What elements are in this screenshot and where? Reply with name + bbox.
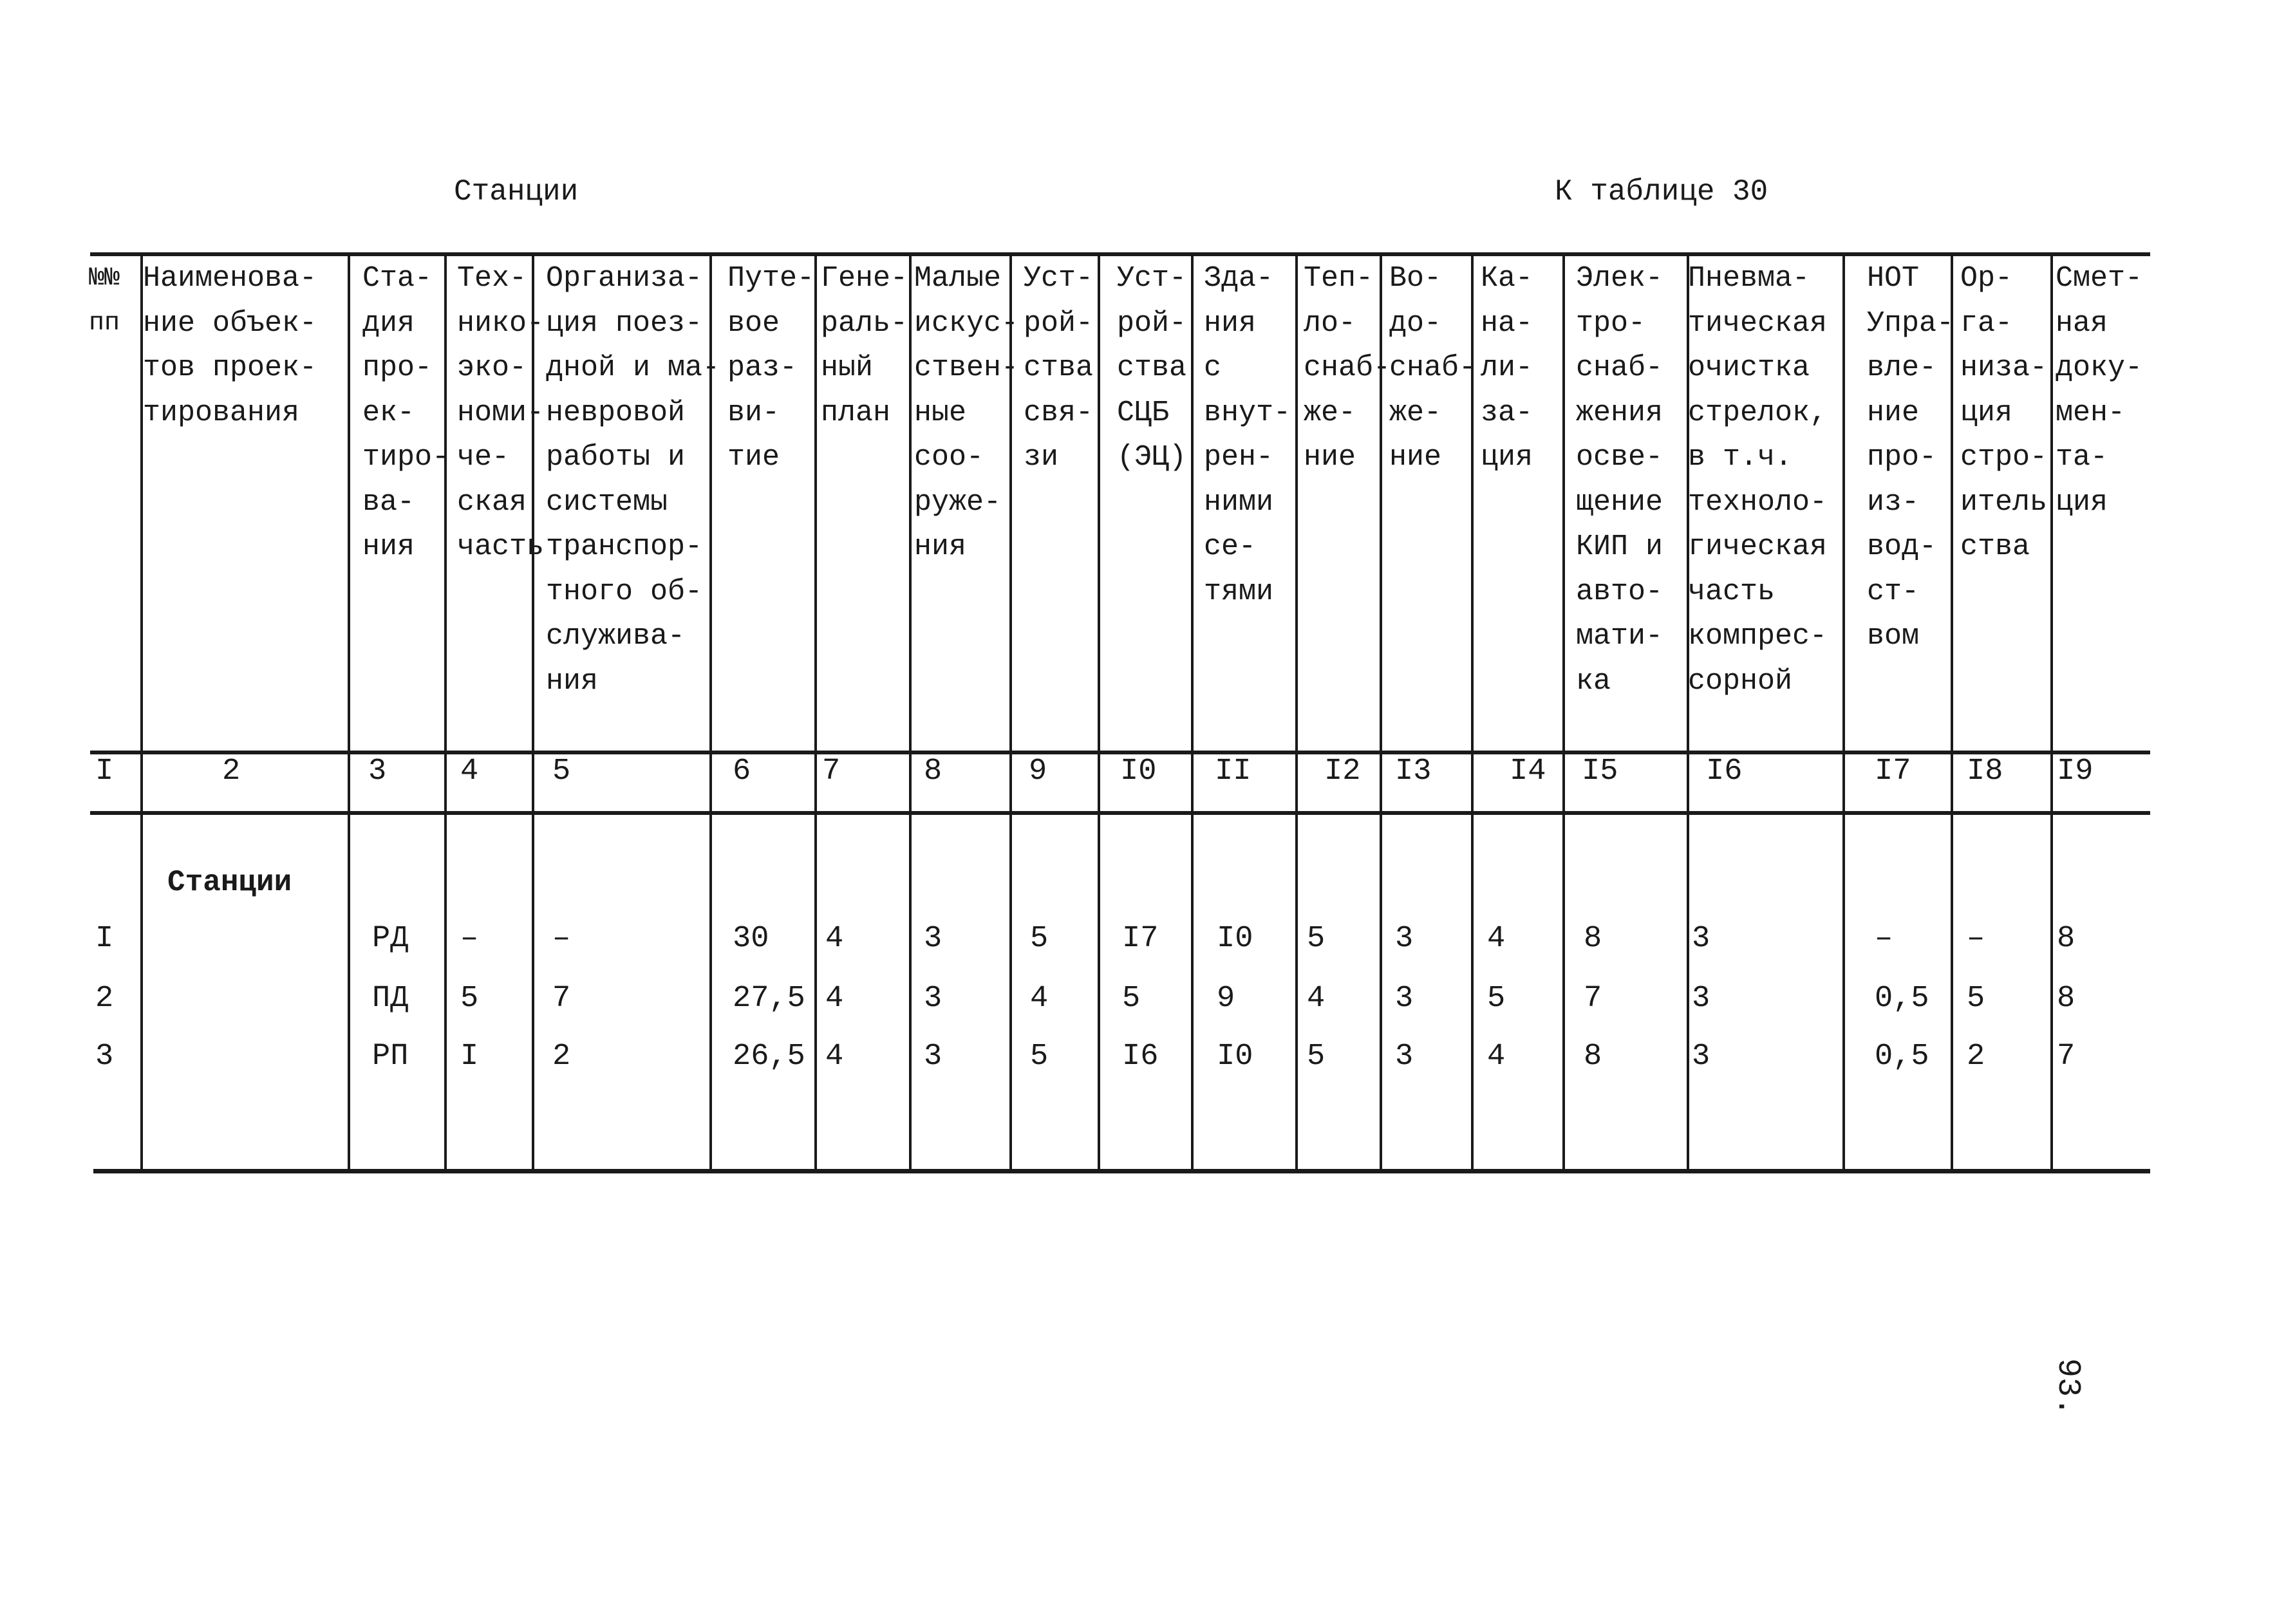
table-cell: 5: [1030, 922, 1049, 956]
column-header: [457, 256, 544, 570]
column-header-line: за-: [1481, 396, 1533, 429]
column-header-line: та-: [2056, 441, 2108, 474]
column-header-line: тическая: [1688, 306, 1828, 340]
column-number: 7: [822, 754, 841, 789]
column-number: I6: [1706, 754, 1743, 789]
column-header-line: итель: [1960, 485, 2048, 519]
column-header-line: га-: [1960, 306, 2013, 340]
column-number: 6: [733, 754, 751, 789]
column-header-line: рен-: [1204, 441, 1274, 474]
table-cell: 2: [95, 982, 114, 1016]
column-header-line: техноло-: [1688, 485, 1828, 519]
column-number: 3: [368, 754, 387, 789]
column-header-line: ва-: [362, 485, 415, 519]
column-header-line: тро-: [1576, 306, 1646, 340]
column-header-line: соо-: [914, 441, 984, 474]
table-cell: 4: [1030, 982, 1049, 1016]
column-header: [89, 256, 120, 346]
column-header-line: с: [1204, 351, 1222, 384]
table-cell: –: [1967, 922, 1985, 956]
table-cell: 4: [1487, 1040, 1506, 1074]
column-header: [2056, 256, 2142, 525]
table-cell: 7: [1584, 982, 1602, 1016]
column-header-line: же-: [1304, 396, 1356, 429]
column-header-line: ния: [1204, 306, 1257, 340]
column-header-line: доку-: [2056, 351, 2143, 384]
column-header-line: ние: [1389, 441, 1442, 474]
column-header-line: гическая: [1688, 530, 1828, 563]
column-header-line: авто-: [1576, 575, 1663, 608]
column-number: 9: [1029, 754, 1047, 789]
column-header-line: дной и ма-: [546, 351, 720, 384]
column-number: I0: [1120, 754, 1157, 789]
column-header-line: Теп-: [1304, 262, 1374, 295]
column-header-line: ствен-: [914, 351, 1019, 384]
column-header-line: часть: [457, 530, 545, 563]
column-divider: [1098, 256, 1100, 1169]
table-cell: 3: [1692, 1040, 1710, 1074]
column-header: [1960, 256, 2047, 570]
table-cell: 8: [1584, 1040, 1602, 1074]
column-header-line: снаб-: [1304, 351, 1391, 384]
table-cell: 3: [1692, 982, 1710, 1016]
table-cell: 5: [1487, 982, 1506, 1016]
column-header-line: план: [821, 396, 891, 429]
column-header-line: вое: [727, 306, 780, 340]
column-header-line: вод-: [1867, 530, 1937, 563]
column-header-line: нико-: [457, 306, 545, 340]
column-header-line: ция: [1481, 441, 1533, 474]
column-divider: [909, 256, 912, 1169]
column-header-line: Ста-: [362, 262, 433, 295]
column-header-line: ния: [362, 530, 415, 563]
column-header-line: НОТ: [1867, 262, 1920, 295]
column-header-line: ная: [2056, 306, 2108, 340]
table-cell: 3: [924, 922, 942, 956]
column-header-line: Организа-: [546, 262, 703, 295]
table-cell: 3: [1395, 1040, 1414, 1074]
table-reference: К таблице 30: [1555, 175, 1768, 209]
column-header: [1576, 256, 1663, 704]
column-header: [914, 256, 1018, 570]
column-header-line: системы: [546, 485, 668, 519]
column-header-line: ства: [1960, 530, 2030, 563]
column-header: [1688, 256, 1827, 704]
column-header-line: раз-: [727, 351, 798, 384]
table-cell: –: [552, 922, 571, 956]
column-header: [821, 256, 908, 435]
column-header-line: жения: [1576, 396, 1663, 429]
column-number: I7: [1875, 754, 1911, 789]
column-header: [1304, 256, 1391, 480]
table-cell: 3: [924, 1040, 942, 1074]
column-number: I2: [1324, 754, 1361, 789]
table-cell: 3: [1395, 982, 1414, 1016]
column-header-line: часть: [1688, 575, 1776, 608]
column-header-line: мен-: [2056, 396, 2126, 429]
column-header: [1117, 256, 1186, 480]
column-header-line: дия: [362, 306, 415, 340]
column-header-line: ская: [457, 485, 527, 519]
column-header-line: Пневма-: [1688, 262, 1810, 295]
table-cell: 8: [1584, 922, 1602, 956]
column-divider: [1562, 256, 1565, 1169]
column-header: [1024, 256, 1093, 480]
column-header-line: Во-: [1389, 262, 1442, 295]
column-header: [1389, 256, 1476, 480]
column-header: [1204, 256, 1291, 614]
column-divider: [348, 256, 350, 1169]
column-header-line: пп: [89, 308, 120, 338]
column-header-line: снаб-: [1389, 351, 1477, 384]
column-header: [143, 256, 317, 435]
table-cell: I: [95, 922, 114, 956]
table-cell: 5: [1307, 1040, 1326, 1074]
column-header-line: номи-: [457, 396, 545, 429]
table-cell: 27,5: [733, 982, 805, 1016]
column-header-line: невровой: [546, 396, 686, 429]
column-header-line: рой-: [1117, 306, 1187, 340]
column-header-line: вом: [1867, 620, 1920, 653]
table-cell: 2: [1967, 1040, 1985, 1074]
column-header-line: Наименова-: [143, 262, 317, 295]
column-header: [1481, 256, 1533, 480]
column-header-line: Смет-: [2056, 262, 2143, 295]
table-cell: I: [460, 1040, 479, 1074]
column-header-line: работы и: [546, 441, 686, 474]
column-header-line: Зда-: [1204, 262, 1274, 295]
column-header-line: же-: [1389, 396, 1442, 429]
column-header-line: рой-: [1024, 306, 1094, 340]
column-header: [546, 256, 720, 704]
column-header-line: осве-: [1576, 441, 1663, 474]
column-header-line: щение: [1576, 485, 1663, 519]
page-title: Станции: [454, 175, 579, 209]
column-number: I9: [2057, 754, 2094, 789]
column-header-line: служива-: [546, 620, 686, 653]
column-header-line: (ЭЦ): [1117, 441, 1187, 474]
column-number: 2: [222, 754, 241, 789]
table-cell: –: [1875, 922, 1893, 956]
column-header-line: ства: [1117, 351, 1187, 384]
table-cell: 5: [1122, 982, 1141, 1016]
table-cell: РД: [372, 922, 409, 956]
column-header-line: тями: [1204, 575, 1274, 608]
column-header-line: Уст-: [1024, 262, 1094, 295]
column-header-line: сорной: [1688, 664, 1793, 698]
table-cell: 3: [1395, 922, 1414, 956]
column-header-line: раль-: [821, 306, 908, 340]
column-header-line: руже-: [914, 485, 1002, 519]
column-header-line: зи: [1024, 441, 1059, 474]
column-header-line: Ка-: [1481, 262, 1533, 295]
column-header-line: компрес-: [1688, 620, 1828, 653]
table-cell: 4: [1487, 922, 1506, 956]
table-cell: 4: [825, 922, 844, 956]
table-cell: 3: [95, 1040, 114, 1074]
column-header: [727, 256, 814, 480]
column-header: [1867, 256, 1954, 659]
column-header-line: искус-: [914, 306, 1019, 340]
table-cell: 30: [733, 922, 769, 956]
table-cell: 4: [825, 1040, 844, 1074]
column-header-line: Малые: [914, 262, 1002, 295]
column-number: 8: [924, 754, 942, 789]
column-divider: [1295, 256, 1298, 1169]
column-header-line: тиро-: [362, 441, 450, 474]
table-cell: 0,5: [1875, 1040, 1929, 1074]
column-header-line: №№: [89, 264, 120, 293]
column-header-line: до-: [1389, 306, 1442, 340]
column-header-line: се-: [1204, 530, 1257, 563]
column-header-line: свя-: [1024, 396, 1094, 429]
column-header-line: транспор-: [546, 530, 703, 563]
column-header-line: Элек-: [1576, 262, 1663, 295]
column-number: 5: [552, 754, 571, 789]
column-header-line: эко-: [457, 351, 527, 384]
column-header-line: из-: [1867, 485, 1920, 519]
table-cell: I7: [1122, 922, 1159, 956]
column-divider: [814, 256, 817, 1169]
column-header-line: ка: [1576, 664, 1611, 698]
table-cell: 4: [1307, 982, 1326, 1016]
column-header-line: очистка: [1688, 351, 1810, 384]
column-header-line: низа-: [1960, 351, 2048, 384]
column-number: I4: [1510, 754, 1546, 789]
table-cell: 2: [552, 1040, 571, 1074]
column-divider: [1842, 256, 1845, 1169]
column-header-line: тного об-: [546, 575, 703, 608]
column-header-line: Гене-: [821, 262, 908, 295]
table-cell: 3: [924, 982, 942, 1016]
column-divider: [1191, 256, 1194, 1169]
column-header-line: ства: [1024, 351, 1094, 384]
table-cell: 5: [460, 982, 479, 1016]
column-header-line: мати-: [1576, 620, 1663, 653]
table-cell: 7: [552, 982, 571, 1016]
column-header-line: тов проек-: [143, 351, 317, 384]
column-header-line: ними: [1204, 485, 1274, 519]
table-cell: 26,5: [733, 1040, 805, 1074]
table-cell: 8: [2057, 922, 2076, 956]
table-cell: 0,5: [1875, 982, 1929, 1016]
column-header-line: ние объек-: [143, 306, 317, 340]
column-header-line: че-: [457, 441, 510, 474]
column-header-line: КИП и: [1576, 530, 1663, 563]
column-header: [362, 256, 449, 570]
column-header-line: стрелок,: [1688, 396, 1828, 429]
column-number: I: [95, 754, 114, 789]
numbers-bottom-rule: [90, 811, 2150, 815]
column-header-line: тие: [727, 441, 780, 474]
column-header-line: Тех-: [457, 262, 527, 295]
column-header-line: про-: [1867, 441, 1937, 474]
column-header-line: ция: [1960, 396, 2013, 429]
table-bottom-rule: [93, 1169, 2150, 1173]
column-header-line: ные: [914, 396, 967, 429]
column-header-line: ния: [914, 530, 967, 563]
column-number: 4: [460, 754, 479, 789]
table-cell: ПД: [372, 982, 409, 1016]
section-label: Станции: [167, 866, 292, 899]
column-header-line: ние: [1867, 396, 1920, 429]
column-header-line: Ор-: [1960, 262, 2013, 295]
column-header-line: Упра-: [1867, 306, 1954, 340]
column-divider: [2050, 256, 2053, 1169]
column-number: I8: [1967, 754, 2003, 789]
column-header-line: снаб-: [1576, 351, 1663, 384]
column-header-line: Уст-: [1117, 262, 1187, 295]
page-number: 93.: [2049, 1358, 2086, 1417]
table-cell: 3: [1692, 922, 1710, 956]
column-header-line: ст-: [1867, 575, 1920, 608]
column-header-line: ние: [1304, 441, 1356, 474]
column-header-line: ция: [2056, 485, 2108, 519]
column-header-line: в т.ч.: [1688, 441, 1793, 474]
table-cell: 5: [1967, 982, 1985, 1016]
column-header-line: про-: [362, 351, 433, 384]
table-cell: РП: [372, 1040, 409, 1074]
table-cell: I6: [1122, 1040, 1159, 1074]
table-cell: 7: [2057, 1040, 2076, 1074]
table-cell: I0: [1217, 1040, 1253, 1074]
column-header-line: ция поез-: [546, 306, 703, 340]
column-header-line: ный: [821, 351, 874, 384]
column-header-line: Путе-: [727, 262, 815, 295]
column-header-line: вле-: [1867, 351, 1937, 384]
column-header-line: ви-: [727, 396, 780, 429]
table-cell: 8: [2057, 982, 2076, 1016]
column-header-line: ло-: [1304, 306, 1356, 340]
table-cell: 5: [1030, 1040, 1049, 1074]
table-cell: –: [460, 922, 479, 956]
column-number: II: [1215, 754, 1251, 789]
column-header-line: стро-: [1960, 441, 2048, 474]
table-cell: 4: [825, 982, 844, 1016]
table-cell: 9: [1217, 982, 1235, 1016]
column-header-line: тирования: [143, 396, 300, 429]
column-number: I3: [1395, 754, 1432, 789]
column-header-line: СЦБ: [1117, 396, 1170, 429]
column-header-line: на-: [1481, 306, 1533, 340]
table-cell: 5: [1307, 922, 1326, 956]
column-number: I5: [1582, 754, 1618, 789]
column-header-line: внут-: [1204, 396, 1291, 429]
table-cell: I0: [1217, 922, 1253, 956]
column-header-line: ек-: [362, 396, 415, 429]
column-header-line: ли-: [1481, 351, 1533, 384]
column-header-line: ния: [546, 664, 599, 698]
